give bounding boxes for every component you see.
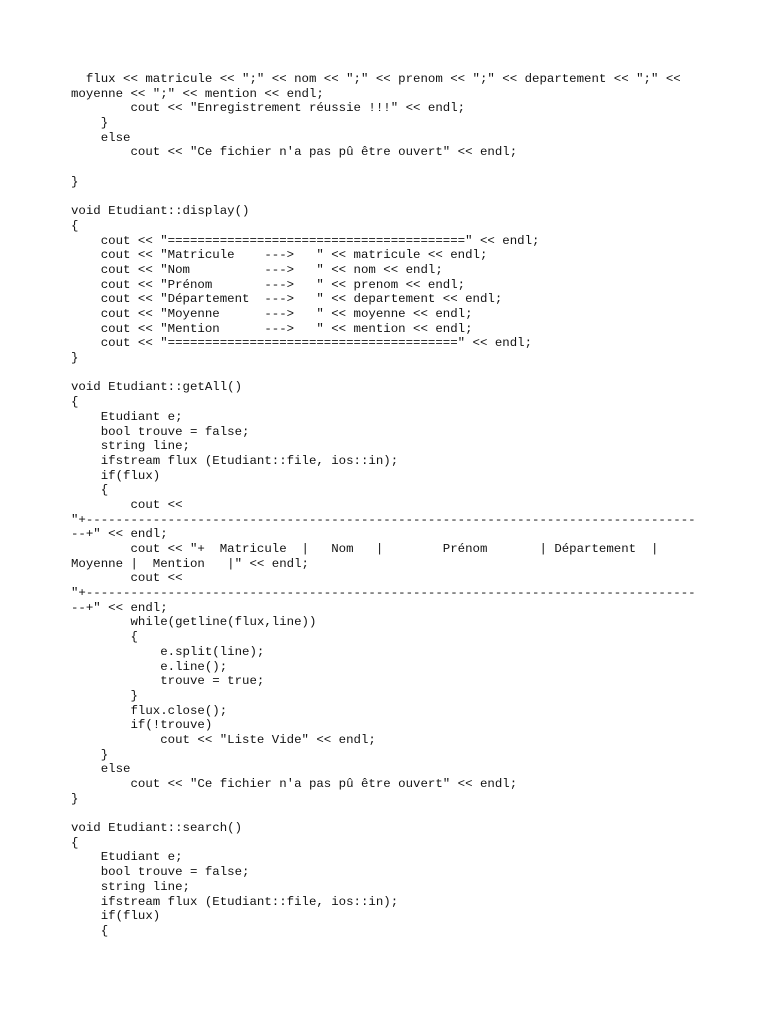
- code-line: cout << "Enregistrement réussie !!!" << endl;: [71, 101, 466, 116]
- code-line: cout << "Matricule ---> " << matricule << endl;: [71, 248, 488, 263]
- code-line: cout << "Nom ---> " << nom << endl;: [71, 262, 443, 277]
- code-line: else: [71, 762, 131, 777]
- code-line: string line;: [71, 439, 190, 454]
- code-listing: [71, 72, 696, 939]
- code-line: e.line();: [71, 659, 228, 674]
- code-line: cout << "Moyenne ---> " << moyenne << endl;: [71, 307, 473, 321]
- code-line: ifstream flux (Etudiant::file, ios::in);: [71, 453, 399, 468]
- code-line: {: [71, 630, 138, 645]
- code-line: [71, 366, 696, 381]
- code-line: cout << "Mention ---> " << mention << endl;: [71, 321, 473, 336]
- code-line: }: [71, 116, 109, 131]
- code-line: cout << "+ Matricule | Nom | Prénom | Département |: [71, 542, 659, 556]
- code-line: e.split(line);: [71, 644, 265, 659]
- code-line: ifstream flux (Etudiant::file, ios::in);: [71, 894, 399, 909]
- code-line: cout << "========================================" << endl;: [71, 233, 540, 248]
- code-line: string line;: [71, 879, 190, 894]
- code-line: else: [71, 130, 131, 145]
- code-line: --+" << endl;: [71, 527, 168, 542]
- code-line: void Etudiant::getAll(): [71, 380, 243, 395]
- code-line: {: [71, 395, 79, 410]
- code-line: Etudiant e;: [71, 850, 183, 865]
- code-line: void Etudiant::display(): [71, 204, 250, 219]
- code-line: cout <<: [71, 571, 183, 586]
- code-line: "+----------------------------------------------------------------------------------: [71, 586, 696, 601]
- code-line: {: [71, 835, 79, 850]
- code-line: Etudiant e;: [71, 409, 183, 424]
- code-line: if(flux): [71, 468, 161, 483]
- code-line: "+----------------------------------------------------------------------------------: [71, 512, 696, 527]
- code-line: flux.close();: [71, 703, 228, 718]
- code-line: if(flux): [71, 909, 161, 924]
- code-line: {: [71, 483, 109, 498]
- code-line: cout << "Département ---> " << departement << endl;: [71, 292, 503, 307]
- code-line: }: [71, 791, 79, 806]
- code-line: while(getline(flux,line)): [71, 615, 317, 630]
- code-line: void Etudiant::search(): [71, 821, 243, 836]
- code-line: trouve = true;: [71, 674, 265, 689]
- code-line: cout << "=======================================" << endl;: [71, 336, 533, 351]
- code-line: cout << "Ce fichier n'a pas pû être ouvert" << endl;: [71, 777, 518, 791]
- code-line: cout <<: [71, 497, 183, 512]
- code-line: {: [71, 218, 79, 233]
- code-line: [71, 806, 696, 821]
- code-line: [71, 190, 696, 205]
- code-line: --+" << endl;: [71, 600, 168, 615]
- code-line: }: [71, 351, 79, 366]
- code-line: Moyenne | Mention |" << endl;: [71, 556, 309, 571]
- code-line: flux << matricule << ";" << nom << ";" << prenom << ";" << departement << ";" <<: [71, 72, 681, 86]
- code-line: moyenne << ";" << mention << endl;: [71, 86, 324, 101]
- code-line: bool trouve = false;: [71, 424, 250, 439]
- code-line: [71, 160, 696, 175]
- code-line: if(!trouve): [71, 718, 213, 733]
- code-line: cout << "Ce fichier n'a pas pû être ouvert" << endl;: [71, 145, 518, 160]
- code-line: }: [71, 688, 138, 703]
- code-line: }: [71, 747, 109, 762]
- code-line: {: [71, 923, 109, 938]
- code-line: bool trouve = false;: [71, 865, 250, 880]
- code-line: }: [71, 174, 79, 189]
- code-line: cout << "Prénom ---> " << prenom << endl;: [71, 277, 466, 292]
- code-line: cout << "Liste Vide" << endl;: [71, 732, 376, 747]
